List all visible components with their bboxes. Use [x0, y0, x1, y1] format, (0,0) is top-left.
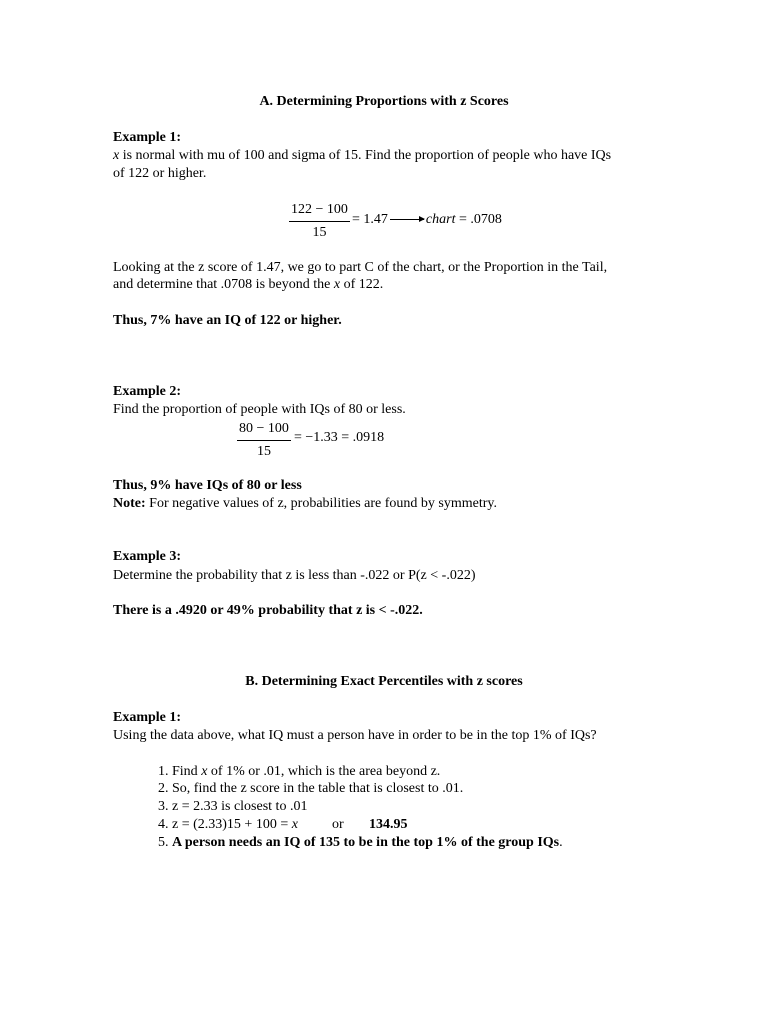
equation-chart-label: chart: [425, 212, 456, 227]
example-2-conclusion: Thus, 9% have IQs of 80 or less: [113, 478, 302, 493]
paragraph-text: of 122.: [340, 277, 384, 292]
section-a-heading: A. Determining Proportions with z Scores: [259, 94, 509, 109]
example-1-line-1: [113, 148, 611, 164]
example-1-title: Example 1:: [113, 130, 182, 145]
example-3-conclusion: There is a .4920 or 49% probability that z is < -.022.: [113, 603, 423, 618]
right-arrow-icon: [390, 219, 424, 220]
example-2-equation: = −1.33 = .0918: [294, 430, 385, 445]
step-5: [158, 835, 563, 851]
step-text: of 1% or .01, which is the area beyond z.: [207, 764, 441, 779]
example-2-title: Example 2:: [113, 384, 182, 399]
note-label: Note:: [113, 496, 146, 511]
section-b-example-1-text: Using the data above, what IQ must a person have in order to be in the top 1% of IQs?: [113, 728, 597, 743]
x-variable: x: [113, 148, 120, 163]
example-1-conclusion: Thus, 7% have an IQ of 122 or higher.: [113, 313, 342, 328]
fraction-bar: [289, 221, 350, 222]
step-1: [158, 764, 440, 780]
step-5-period: .: [559, 835, 563, 850]
section-b-heading: B. Determining Exact Percentiles with z scores: [245, 674, 523, 689]
x-variable: x: [291, 817, 298, 832]
step-3: 3. z = 2.33 is closest to .01: [158, 799, 308, 814]
step-4: [158, 817, 298, 833]
example-3-text: Determine the probability that z is less than -.022 or P(z < -.022): [113, 568, 476, 583]
example-1-text: is normal with mu of 100 and sigma of 15. Find the proportion of people who have IQs: [119, 148, 612, 163]
example-2-fraction: [237, 421, 291, 460]
example-1-equation: [352, 212, 502, 228]
note-text: For negative values of z, probabilities are found by symmetry.: [145, 496, 497, 511]
section-b-example-1-title: Example 1:: [113, 710, 182, 725]
x-variable: x: [201, 764, 208, 779]
step-4-or: or: [332, 817, 344, 832]
example-1-paragraph-line-1: Looking at the z score of 1.47, we go to part C of the chart, or the Proportion in the Tail,: [113, 260, 608, 275]
step-text: 1. Find: [158, 764, 202, 779]
fraction-bar: [237, 440, 291, 441]
fraction-denominator: 15: [312, 225, 327, 240]
example-1-paragraph-line-2: [113, 277, 383, 293]
equation-chart-value: = .0708: [455, 212, 502, 227]
step-4-value: 134.95: [369, 817, 408, 832]
example-1-line-2: of 122 or higher.: [113, 166, 207, 181]
step-5-bold-text: A person needs an IQ of 135 to be in the top 1% of the group IQs: [172, 835, 560, 850]
example-1-fraction: [289, 202, 350, 241]
x-variable: x: [333, 277, 341, 292]
step-number: 5.: [158, 835, 172, 850]
paragraph-text: and determine that .0708 is beyond the: [113, 277, 334, 292]
fraction-numerator: 122 − 100: [291, 202, 348, 217]
example-2-text: Find the proportion of people with IQs of 80 or less.: [113, 402, 406, 417]
equation-result: = 1.47: [352, 212, 388, 227]
example-3-title: Example 3:: [113, 549, 182, 564]
example-2-note: [113, 496, 497, 512]
step-text: 4. z = (2.33)15 + 100 =: [158, 817, 292, 832]
fraction-denominator: 15: [256, 444, 271, 459]
step-2: 2. So, find the z score in the table that is closest to .01.: [158, 781, 464, 796]
fraction-numerator: 80 − 100: [239, 421, 289, 436]
